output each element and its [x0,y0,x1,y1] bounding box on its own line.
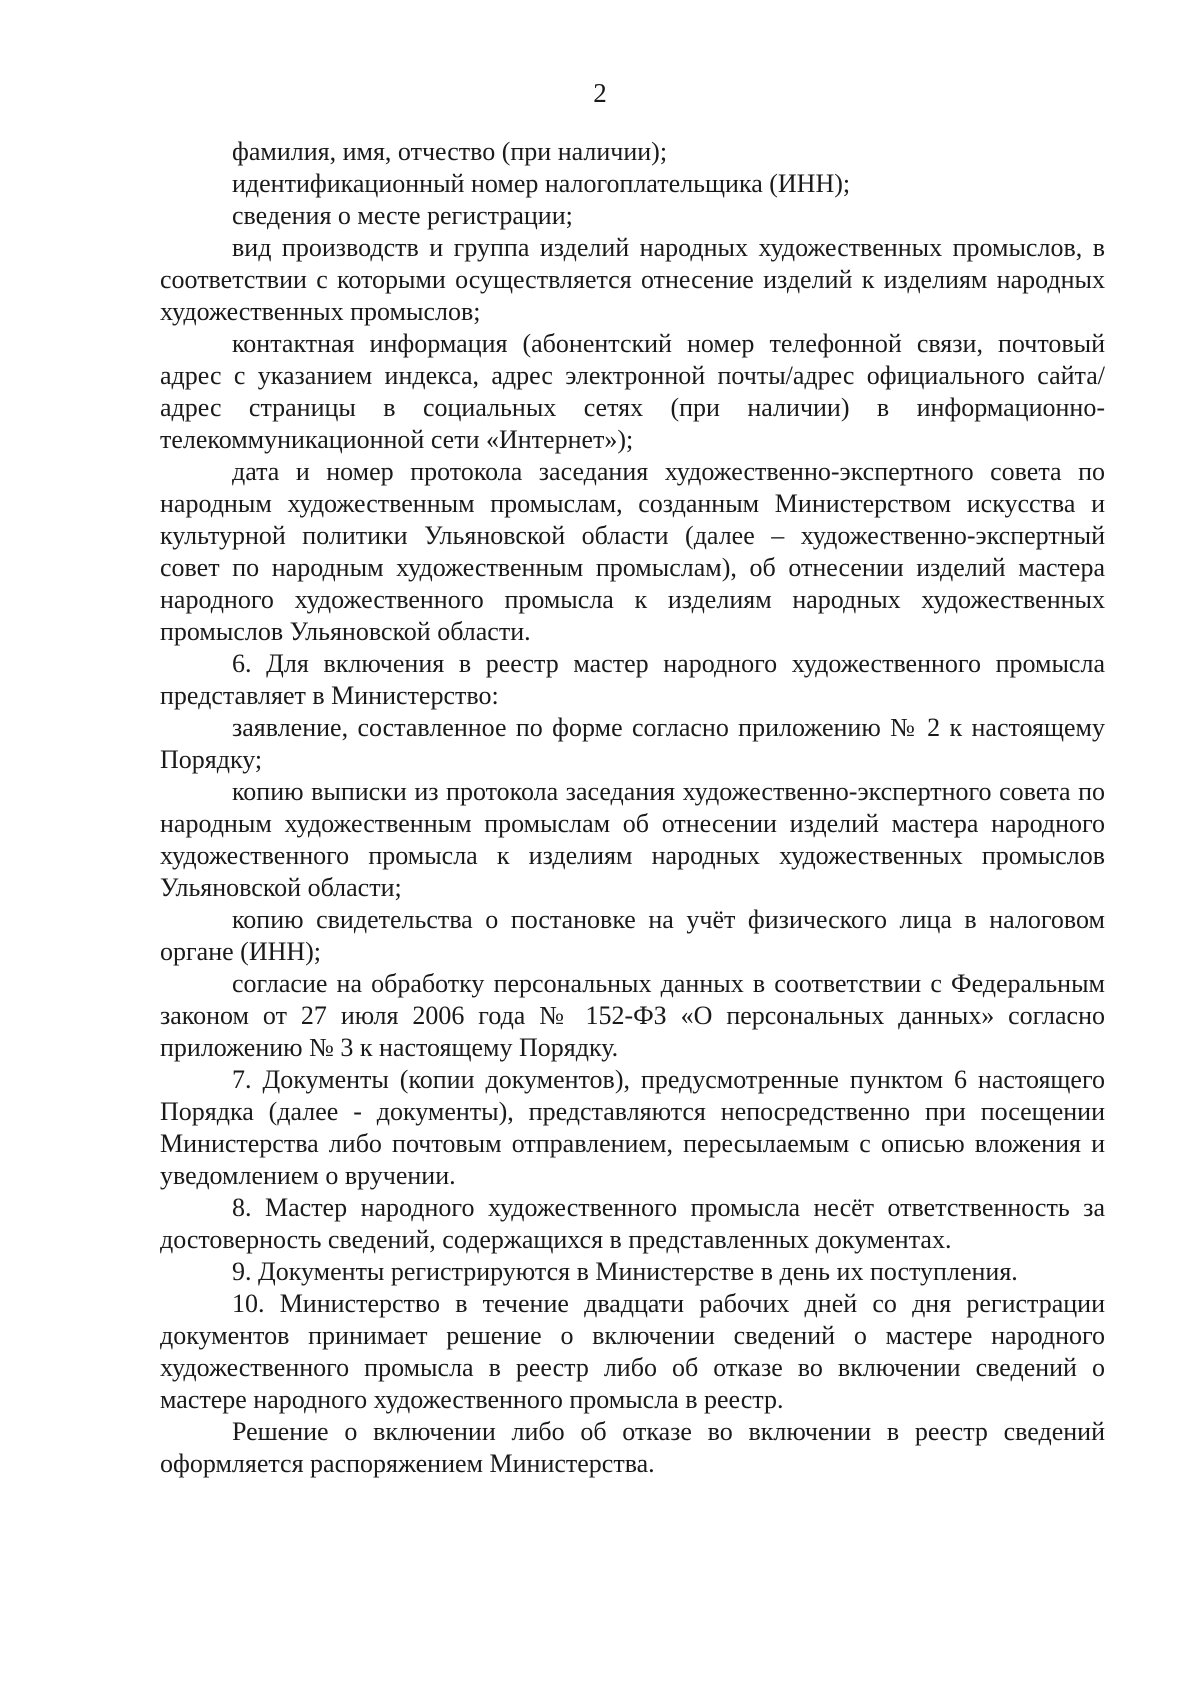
paragraph-full-name: фамилия, имя, отчество (при наличии); [232,137,668,166]
paragraph-protocol: дата и номер протокола заседания художественно-экспертного совета по народным художественным промыслам, созданным Министерством искусства и культурной политики Ульяновской области (далее – художественно-экспертный совет по народным художественным промыслам), об отнесении изделий мастера народного художественного промысла к изделиям народных художественных промыслов Ульяновской области. [160,457,1105,646]
paragraph-item-8: 8. Мастер народного художественного промысла несёт ответственность за достоверность сведений, содержащихся в представленных документах. [160,1193,1105,1254]
paragraph-consent: согласие на обработку персональных данных в соответствии с Федеральным законом от 27 июля 2006 года № 152-ФЗ «О персональных данных» согласно приложению № 3 к настоящему Порядку. [160,969,1105,1062]
paragraph-craft-type: вид производств и группа изделий народных художественных промыслов, в соответствии с которыми осуществляется отнесение изделий к изделиям народных художественных промыслов; [160,233,1105,326]
paragraph-tax-certificate: копию свидетельства о постановке на учёт физического лица в налоговом органе (ИНН); [160,905,1105,966]
paragraph-application: заявление, составленное по форме согласно приложению № 2 к настоящему Порядку; [160,713,1105,774]
paragraph-decision: Решение о включении либо об отказе во включении в реестр сведений оформляется распоряжением Министерства. [160,1417,1105,1478]
document-body [160,136,1105,1480]
paragraph-item-10: 10. Министерство в течение двадцати рабочих дней со дня регистрации документов принимает решение о включении сведений о мастере народного художественного промысла в реестр либо об отказе во включении сведений о мастере народного художественного промысла в реестр. [160,1289,1105,1414]
paragraph-contact-info: контактная информация (абонентский номер телефонной связи, почтовый адрес с указанием индекса, адрес электронной почты/адрес официального сайта/адрес страницы в социальных сетях (при наличии) в информационно-телекоммуникационной сети «Интернет»); [160,329,1105,454]
paragraph-item-9: 9. Документы регистрируются в Министерстве в день их поступления. [232,1257,1018,1286]
paragraph-inn: идентификационный номер налогоплательщика (ИНН); [232,169,851,198]
paragraph-protocol-copy: копию выписки из протокола заседания художественно-экспертного совета по народным художественным промыслам об отнесении изделий мастера народного художественного промысла к изделиям народных художественных промыслов Ульяновской области; [160,777,1105,902]
paragraph-item-7: 7. Документы (копии документов), предусмотренные пунктом 6 настоящего Порядка (далее - документы), представляются непосредственно при посещении Министерства либо почтовым отправлением, пересылаемым с описью вложения и уведомлением о вручении. [160,1065,1105,1190]
page-number: 2 [593,78,607,108]
paragraph-item-6: 6. Для включения в реестр мастер народного художественного промысла представляет в Министерство: [160,649,1105,710]
paragraph-registration: сведения о месте регистрации; [232,201,573,230]
